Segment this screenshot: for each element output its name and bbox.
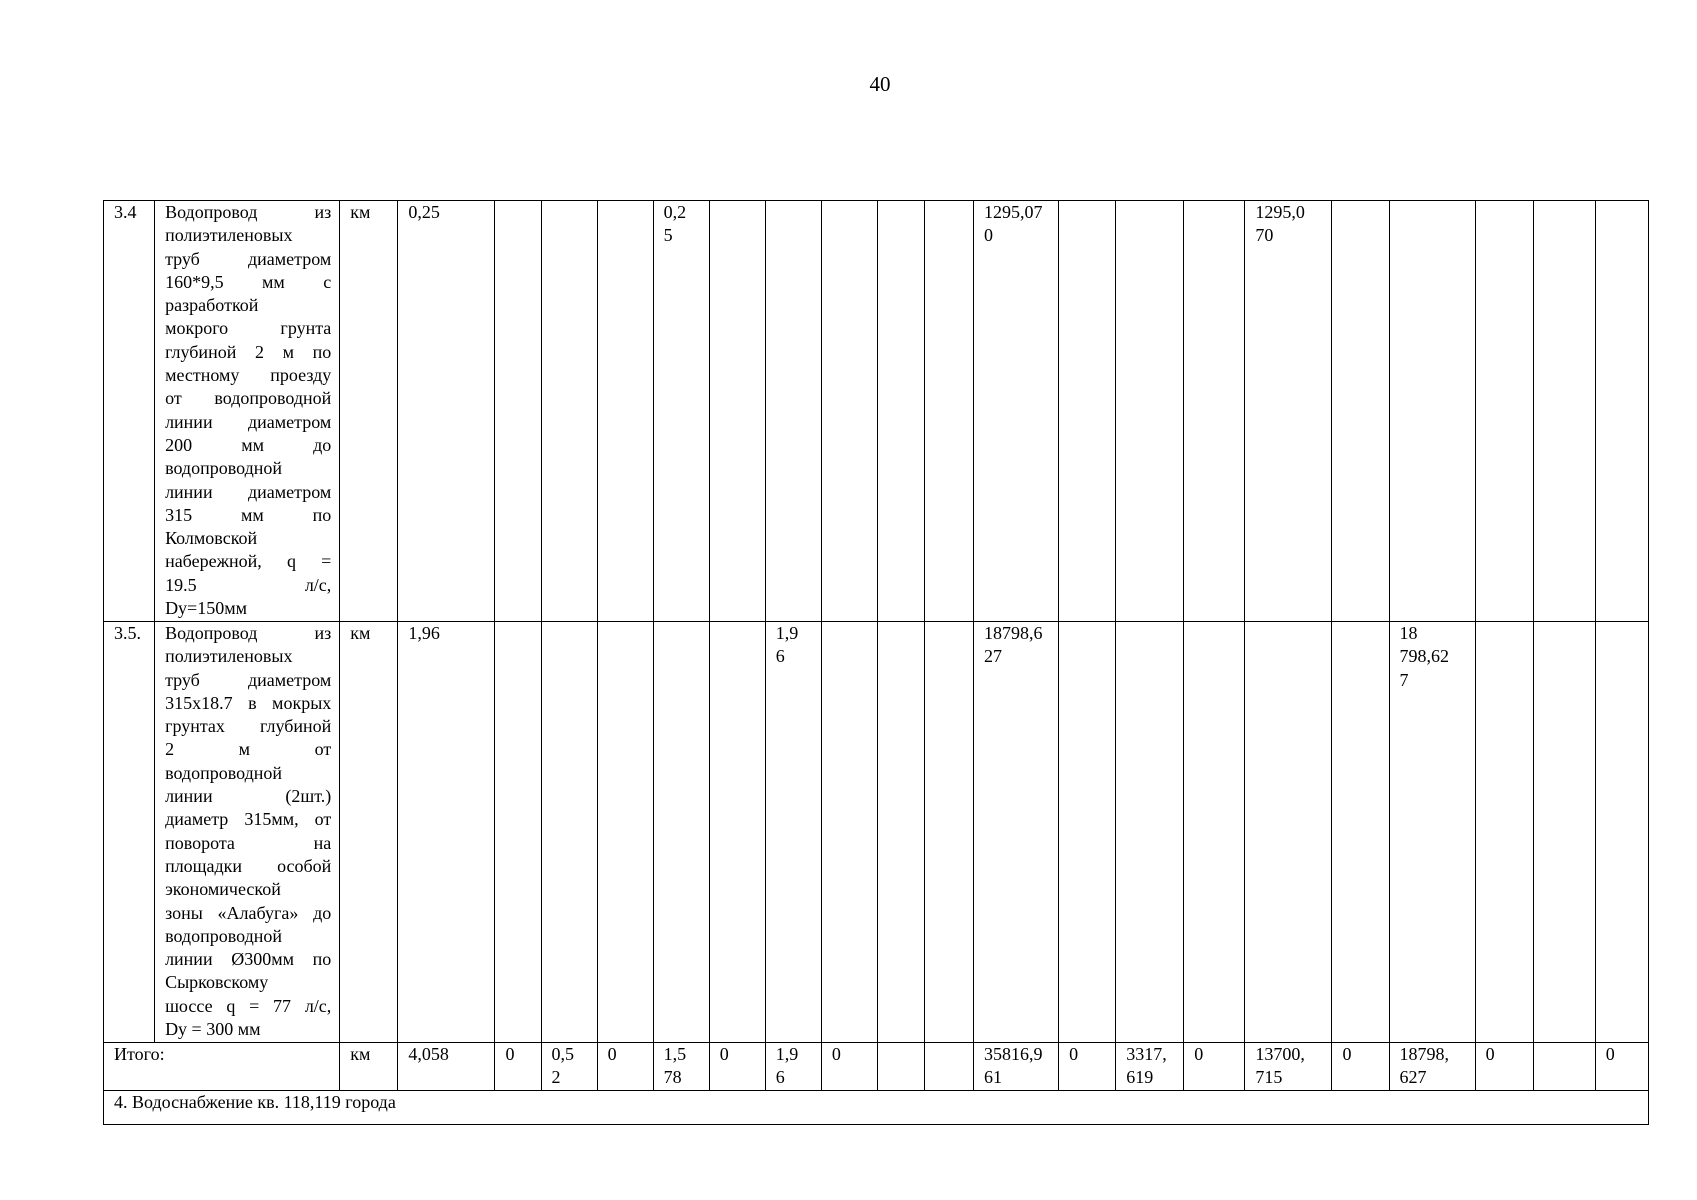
description-line: 200 мм до: [165, 434, 332, 455]
description-line: Водопровод из: [165, 623, 332, 643]
value-cell: [1059, 622, 1116, 1043]
value-cell: [1533, 622, 1595, 1043]
value-cell: [1595, 201, 1648, 622]
description-line: грунтах глубиной: [165, 716, 332, 737]
value-cell: 1295,0 70: [1245, 201, 1332, 622]
value-cell: [877, 622, 924, 1043]
description-cell: [155, 622, 340, 1043]
value-cell: [1184, 201, 1245, 622]
value-cell: [1475, 622, 1533, 1043]
value-cell: [1475, 201, 1533, 622]
total-value-cell: 1,9 6: [765, 1043, 821, 1091]
value-cell: [597, 201, 653, 622]
description-line: 2 м от: [165, 739, 332, 760]
description-line: 19.5 л/с,: [165, 574, 332, 595]
description-line: глубиной 2 м по: [165, 341, 332, 362]
description-line: Водопровод из: [165, 202, 332, 222]
description-line: разработкой: [165, 295, 259, 316]
total-row: [104, 1043, 1649, 1091]
value-cell: [541, 622, 597, 1043]
description-line: полиэтиленовых: [165, 646, 293, 667]
description-line: Dy=150мм: [165, 598, 247, 619]
value-cell: [1245, 622, 1332, 1043]
value-cell: 18798,6 27: [974, 622, 1059, 1043]
value-cell: 18 798,62 7: [1389, 622, 1475, 1043]
value-cell: [924, 622, 973, 1043]
total-value-cell: [924, 1043, 973, 1091]
value-cell: [709, 201, 765, 622]
description-line: линии Ø300мм по: [165, 949, 332, 970]
total-value-cell: 0: [1475, 1043, 1533, 1091]
section-row: [104, 1090, 1649, 1124]
description-line: полиэтиленовых: [165, 225, 293, 246]
investment-table: [103, 200, 1649, 1125]
total-value-cell: 1,5 78: [653, 1043, 709, 1091]
total-value-cell: 0: [1332, 1043, 1389, 1091]
total-value-cell: 0: [1595, 1043, 1648, 1091]
description-line: диаметр 315мм, от: [165, 809, 332, 830]
description-line: 315 мм по: [165, 504, 332, 525]
value-cell: [1184, 622, 1245, 1043]
description-line: 160*9,5 мм с: [165, 271, 332, 292]
description-line: Колмовской: [165, 528, 258, 549]
value-cell: [495, 622, 541, 1043]
total-value-cell: 0: [1184, 1043, 1245, 1091]
value-cell: [1595, 622, 1648, 1043]
description-line: от водопроводной: [165, 388, 332, 409]
value-cell: [924, 201, 973, 622]
total-value-cell: 3317, 619: [1116, 1043, 1184, 1091]
description-line: 315х18.7 в мокрых: [165, 692, 332, 713]
description-line: набережной, q =: [165, 551, 332, 572]
value-cell: [1116, 622, 1184, 1043]
description-line: шоссе q = 77 л/с,: [165, 995, 332, 1016]
description-line: Dy = 300 мм: [165, 1019, 261, 1040]
description-line: поворота на: [165, 832, 332, 853]
description-line: площадки особой: [165, 855, 332, 876]
value-cell: [709, 622, 765, 1043]
value-cell: [765, 201, 821, 622]
description-line: водопроводной: [165, 762, 282, 783]
value-cell: 1,96: [398, 622, 495, 1043]
total-value-cell: 35816,9 61: [974, 1043, 1059, 1091]
description-line: экономической: [165, 879, 281, 900]
total-value-cell: 0: [821, 1043, 877, 1091]
row-number-cell: 3.4: [104, 201, 155, 622]
description-line: линии (2шт.): [165, 786, 332, 807]
total-value-cell: 0: [597, 1043, 653, 1091]
description-line: труб диаметром: [165, 248, 332, 269]
value-cell: [821, 622, 877, 1043]
total-value-cell: [877, 1043, 924, 1091]
section-heading: 4. Водоснабжение кв. 118,119 города: [104, 1090, 1649, 1124]
value-cell: [821, 201, 877, 622]
value-cell: [1533, 201, 1595, 622]
page-number: 40: [869, 72, 891, 96]
value-cell: 1,9 6: [765, 622, 821, 1043]
description-line: линии диаметром: [165, 481, 332, 502]
value-cell: [495, 201, 541, 622]
total-value-cell: 4,058: [398, 1043, 495, 1091]
row-number-cell: 3.5.: [104, 622, 155, 1043]
description-cell: [155, 201, 340, 622]
value-cell: [1332, 622, 1389, 1043]
total-value-cell: 0: [709, 1043, 765, 1091]
unit-cell: км: [340, 1043, 398, 1091]
table-row: [104, 622, 1649, 1043]
value-cell: 0,2 5: [653, 201, 709, 622]
total-value-cell: 0,5 2: [541, 1043, 597, 1091]
value-cell: [653, 622, 709, 1043]
unit-cell: км: [340, 201, 398, 622]
total-value-cell: 0: [1059, 1043, 1116, 1091]
total-value-cell: 13700, 715: [1245, 1043, 1332, 1091]
description-line: Сырковскому: [165, 972, 269, 993]
value-cell: [597, 622, 653, 1043]
description-line: местному проезду: [165, 365, 332, 386]
table-row: [104, 201, 1649, 622]
value-cell: [877, 201, 924, 622]
total-value-cell: 0: [495, 1043, 541, 1091]
value-cell: 1295,07 0: [974, 201, 1059, 622]
value-cell: [1389, 201, 1475, 622]
total-value-cell: 18798, 627: [1389, 1043, 1475, 1091]
description-line: водопроводной: [165, 458, 282, 479]
total-value-cell: [1533, 1043, 1595, 1091]
total-label-cell: Итого:: [104, 1043, 340, 1091]
description-line: зоны «Алабуга» до: [165, 902, 332, 923]
description-line: труб диаметром: [165, 669, 332, 690]
unit-cell: км: [340, 622, 398, 1043]
value-cell: [541, 201, 597, 622]
description-line: водопроводной: [165, 925, 282, 946]
description-line: линии диаметром: [165, 411, 332, 432]
value-cell: [1116, 201, 1184, 622]
value-cell: [1332, 201, 1389, 622]
value-cell: [1059, 201, 1116, 622]
description-line: мокрого грунта: [165, 318, 332, 339]
value-cell: 0,25: [398, 201, 495, 622]
